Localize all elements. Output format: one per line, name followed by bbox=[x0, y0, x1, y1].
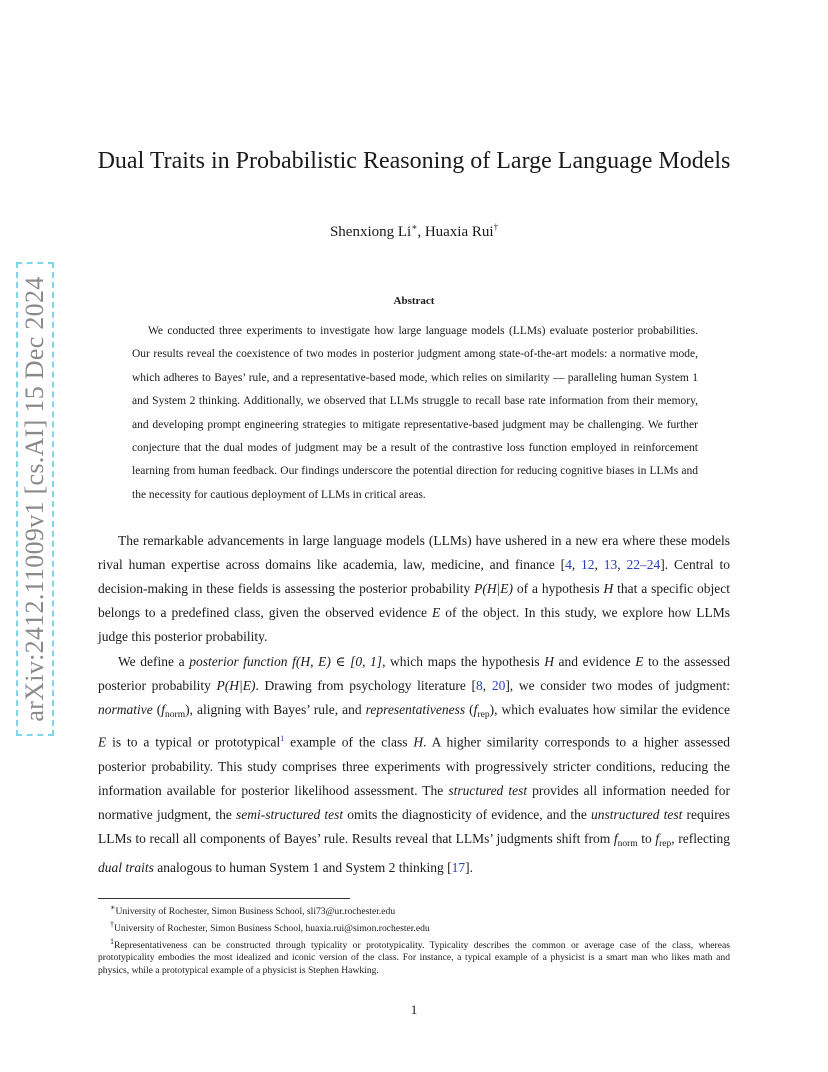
citation-link[interactable]: 17 bbox=[451, 859, 466, 875]
emphasis-term: structured test bbox=[448, 782, 528, 798]
footnote-rule bbox=[98, 898, 350, 899]
text-run: of the object. In this study, we explore how LLMs judge this posterior probability. bbox=[98, 605, 730, 644]
footnote-text: University of Rochester, Simon Business School, huaxia.rui@simon.rochester.edu bbox=[114, 922, 430, 934]
citation-link[interactable]: 13 bbox=[603, 557, 618, 572]
footnote-item bbox=[98, 936, 730, 978]
text-run: ( bbox=[152, 702, 162, 717]
text-run: requires LLMs to recall all components of Bayes’ rule. Results reveal that LLMs’ judgments shift from bbox=[98, 806, 731, 846]
math-expression: P(H|E) bbox=[216, 678, 256, 693]
math-expression: H bbox=[413, 734, 424, 750]
text-run: to bbox=[637, 830, 656, 846]
citation-link[interactable]: 8 bbox=[476, 678, 483, 693]
emphasis-term: posterior function bbox=[189, 654, 288, 669]
text-run: ], we consider two modes of judgment: bbox=[505, 678, 731, 693]
math-expression: f bbox=[473, 702, 478, 717]
author-name: Huaxia Rui bbox=[424, 224, 494, 240]
text-run: of a hypothesis bbox=[513, 581, 604, 596]
body-paragraph bbox=[98, 529, 730, 649]
text-run: and evidence bbox=[553, 654, 636, 669]
arxiv-identifier: arXiv:2412.11009v1 [cs.AI] 15 Dec 2024 bbox=[20, 276, 49, 722]
math-subscript: norm bbox=[617, 838, 638, 849]
citation-link[interactable]: 4 bbox=[565, 557, 572, 572]
text-run: . Drawing from psychology literature [ bbox=[255, 678, 477, 693]
body-paragraph bbox=[98, 650, 730, 880]
citation-link[interactable]: 20 bbox=[491, 678, 506, 693]
math-subscript: rep bbox=[659, 838, 672, 849]
footnote-item bbox=[98, 902, 730, 919]
abstract-text: We conducted three experiments to investigate how large language models (LLMs) evaluate posterior probabilities. Our results reveal the coexistence of two modes in posterior judgment among state-of-the-art models: a normative mode, which adheres to Bayes’ rule, and a representative-based mode, which relies on similarity — paralleling human System 1 and System 2 thinking. Additionally, we observed that LLMs struggle to recall base rate information from their memory, and developing prompt engineering strategies to mitigate representative-based judgment may be challenging. We further conjecture that the dual modes of judgment may be a result of the contrastive loss function employed in reinforcement learning from human feedback. Our findings underscore the potential direction for reducing cognitive biases in LLMs and the necessity for cautious deployment of LLMs in critical areas. bbox=[132, 325, 698, 501]
math-expression: H bbox=[603, 581, 614, 596]
text-run: that a specific object belongs to a predefined class, given the observed evidence bbox=[98, 581, 730, 620]
author-line bbox=[0, 222, 828, 241]
math-expression: f bbox=[655, 830, 660, 846]
text-run: , reflecting bbox=[671, 830, 730, 846]
emphasis-term: normative bbox=[98, 702, 153, 717]
footnote-link[interactable]: 1 bbox=[280, 734, 285, 743]
emphasis-term: representativeness bbox=[365, 702, 466, 717]
emphasis-term: dual traits bbox=[98, 859, 154, 875]
text-run: , bbox=[594, 557, 604, 572]
page-number: 1 bbox=[410, 1002, 418, 1017]
text-run: omits the diagnosticity of evidence, and the bbox=[343, 806, 592, 822]
text-run: ]. bbox=[465, 859, 473, 875]
text-run: example of the class bbox=[284, 734, 414, 750]
math-subscript: rep bbox=[477, 710, 490, 720]
math-expression: f bbox=[161, 702, 166, 717]
text-run: We define a bbox=[118, 654, 190, 669]
math-expression: H bbox=[544, 654, 554, 669]
paper-title: Dual Traits in Probabilistic Reasoning of Large Language Models bbox=[97, 148, 731, 174]
author-footnote-mark[interactable]: ∗ bbox=[411, 222, 418, 232]
math-expression: E bbox=[431, 605, 441, 620]
footnote-item bbox=[98, 919, 730, 936]
citation-link[interactable]: 12 bbox=[581, 557, 595, 572]
math-subscript: norm bbox=[165, 710, 186, 720]
author-footnote-mark[interactable]: † bbox=[493, 222, 499, 232]
text-run: ]. Central to decision-making in these fields is assessing the posterior probability bbox=[98, 557, 731, 596]
footnote-text: University of Rochester, Simon Business School, sli73@ur.rochester.edu bbox=[115, 906, 396, 918]
math-expression: P(H|E) bbox=[474, 581, 514, 596]
math-expression: f(H, E) ∈ [0, 1] bbox=[292, 654, 383, 669]
text-run: , which maps the hypothesis bbox=[382, 654, 545, 669]
text-run: ), which evaluates how similar the evidence bbox=[489, 702, 730, 717]
text-run: is to a typical or prototypical bbox=[106, 734, 281, 750]
abstract-heading: Abstract bbox=[393, 295, 435, 307]
footnote-mark: † bbox=[110, 919, 114, 929]
emphasis-term: semi-structured test bbox=[236, 806, 344, 822]
text-run: , bbox=[617, 557, 627, 572]
text-run: . A higher similarity corresponds to a higher assessed posterior probability. This study comprises three experiments with progressively stricter conditions, reducing the information available for posterior likelihood assessment. The bbox=[98, 734, 730, 798]
footnotes bbox=[98, 898, 730, 978]
text-run: The remarkable advancements in large language models (LLMs) have ushered in a new era where these models rival human expertise across domains like academia, law, medicine, and finance [ bbox=[98, 533, 730, 572]
footnote-mark: 1 bbox=[110, 936, 114, 946]
math-expression: E bbox=[98, 734, 107, 750]
footnote-text: Representativeness can be constructed through typicality or prototypicality. Typicality describes the common or average case of the class, whereas prototypicality embodies the most idealized and iconic version of the class. For instance, a typical example of a physicist is a smart man who likes math and physics, while a prototypical example of a physicist is Stephen Hawking. bbox=[98, 939, 730, 976]
text-run: ( bbox=[465, 702, 474, 717]
footnote-mark: ∗ bbox=[110, 903, 116, 912]
text-run: provides all information needed for normative judgment, the bbox=[98, 782, 730, 822]
text-run: analogous to human System 1 and System 2 thinking [ bbox=[153, 859, 452, 875]
citation-link[interactable]: 22–24 bbox=[626, 557, 661, 572]
text-run: ), aligning with Bayes’ rule, and bbox=[185, 702, 366, 717]
text-run: to the assessed posterior probability bbox=[98, 654, 731, 693]
text-run: , bbox=[482, 678, 492, 693]
math-expression: f bbox=[613, 830, 618, 846]
arxiv-watermark bbox=[16, 262, 54, 736]
author-separator: , bbox=[417, 224, 425, 240]
text-run: , bbox=[571, 557, 582, 572]
math-expression: E bbox=[635, 654, 644, 669]
emphasis-term: unstructured test bbox=[591, 806, 683, 822]
author-name: Shenxiong Li bbox=[329, 224, 412, 240]
